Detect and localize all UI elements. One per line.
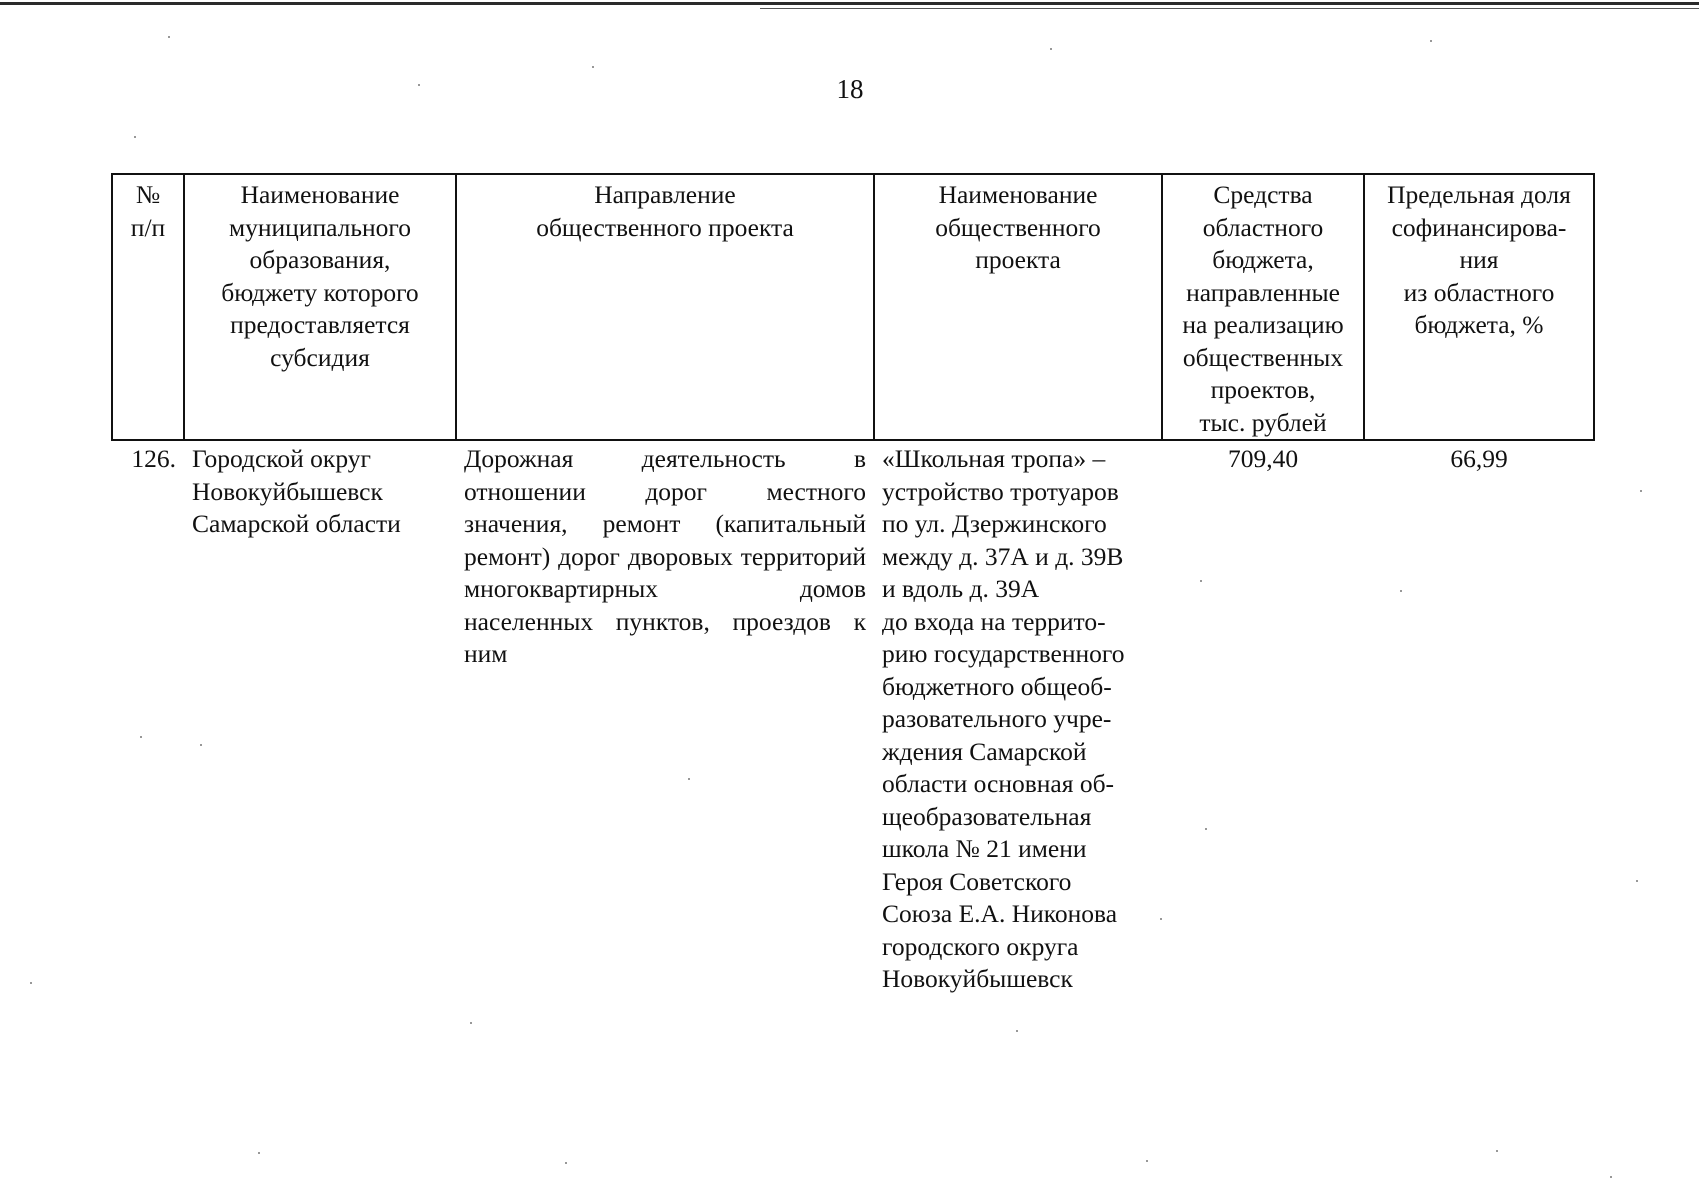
table-row [112, 440, 1594, 996]
scan-speck [258, 1152, 260, 1154]
scan-speck [1200, 580, 1202, 582]
scan-top-edge [0, 2, 1699, 5]
scan-speck [134, 136, 136, 138]
scan-speck [1640, 490, 1642, 492]
scan-top-edge-line [760, 8, 1699, 9]
scan-speck [1050, 48, 1052, 50]
page-number: 18 [836, 74, 864, 104]
header-municipality: Наименование муниципального образования, бюджету которого предоставляется субсидия [184, 174, 456, 440]
header-cofinancing-share: Предельная доля софинансирова- ния из областного бюджета, % [1364, 174, 1594, 440]
scan-speck [1205, 828, 1207, 830]
scan-speck [1016, 1030, 1018, 1032]
row-municipality: Городской округ Новокуйбышевск Самарской области [192, 444, 401, 538]
header-regional-funds: Средства областного бюджета, направленные на реализацию общественных проектов, тыс. рублей [1162, 174, 1364, 440]
scan-speck [1610, 1176, 1612, 1178]
scan-speck [1146, 1160, 1148, 1162]
scan-speck [168, 36, 170, 38]
scan-speck [200, 744, 202, 746]
scan-speck [688, 778, 690, 780]
scan-speck [470, 1022, 472, 1024]
header-number: № п/п [112, 174, 184, 440]
scan-speck [1636, 880, 1638, 882]
row-regional-funds: 709,40 [1227, 444, 1299, 473]
scan-speck [592, 66, 594, 68]
scan-speck [1496, 1150, 1498, 1152]
scan-speck [418, 84, 420, 86]
subsidy-table [111, 173, 1595, 996]
row-project-direction: Дорожная деятельность в отношении дорог местного значения, ремонт (капитальный ремонт) дорог дворовых территорий многоквартирных домов населенных пунктов, проездов к ним [464, 444, 866, 668]
scan-speck [1400, 590, 1402, 592]
scan-speck [565, 1162, 567, 1164]
scan-speck [1160, 918, 1162, 920]
header-project-name: Наименование общественного проекта [874, 174, 1162, 440]
row-project-name: «Школьная тропа» – устройство тротуаров по ул. Дзержинского между д. 37А и д. 39В и вдоль д. 39А до входа на террито- рию государственного бюджетного общеоб- разовательного учре- ждения Самарской области основная об- щеобразовательная школа № 21 имени Героя Советского Союза Е.А. Никонова городского округа Новокуйбышевск [882, 444, 1125, 993]
header-project-direction: Направление общественного проекта [456, 174, 874, 440]
scan-speck [30, 982, 32, 984]
scan-speck [1430, 40, 1432, 42]
table-header-row [112, 174, 1594, 440]
scan-speck [140, 736, 142, 738]
row-number: 126. [131, 444, 176, 473]
row-cofinancing-share: 66,99 [1450, 444, 1508, 473]
